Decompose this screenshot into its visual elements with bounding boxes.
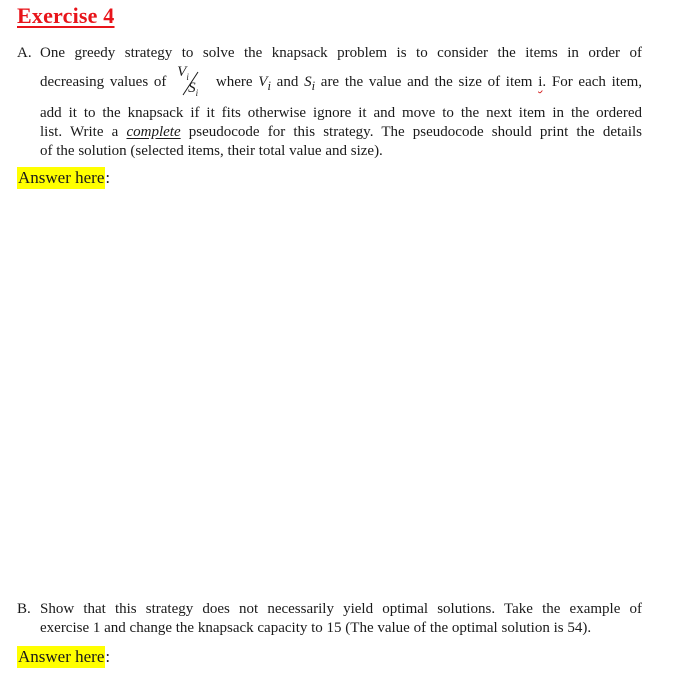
question-a-text-2a: decreasing values of (40, 74, 167, 90)
fraction-denominator: $S_i$ (188, 79, 199, 98)
question-b (17, 600, 642, 638)
question-a-text-3: add it to the knapsack if it fits otherwise ignore it and move to the next item in the ordered (40, 105, 642, 121)
exercise-heading: Exercise 4 (17, 3, 115, 28)
question-b-line-2 (17, 619, 642, 638)
answer-b-label: Answer here (18, 647, 105, 666)
question-a-text-2c: . For each item, (542, 74, 643, 90)
question-a-line-1 (17, 44, 642, 63)
answer-a-colon: : (105, 168, 111, 187)
var-v: $V_i$ (258, 74, 271, 93)
question-a-text-5: of the solution (selected items, their total value and size). (40, 143, 383, 159)
question-b-label: B. (17, 601, 31, 617)
answer-a[interactable] (17, 168, 110, 188)
answer-a-label: Answer here (18, 168, 105, 187)
question-b-text-1: Show that this strategy does not necessarily yield optimal solutions. Take the example of (40, 601, 642, 617)
question-a (17, 44, 642, 161)
question-a-text-1: One greedy strategy to solve the knapsack problem is to consider the items in order of (40, 45, 642, 61)
question-a-line-2 (17, 64, 642, 101)
answer-b[interactable] (17, 647, 110, 667)
item-index-spellcheck[interactable]: i (538, 74, 543, 90)
question-a-where: where (215, 74, 253, 90)
question-a-and: and (276, 74, 299, 90)
ratio-fraction (174, 63, 208, 98)
question-a-line-4 (17, 123, 642, 142)
fraction-numerator: $V_i$ (177, 63, 189, 82)
question-a-text-4b: pseudocode for this strategy. The pseudocode should print the details (188, 124, 643, 140)
question-a-label: A. (17, 45, 32, 61)
var-s: $S_i$ (304, 74, 316, 93)
question-a-text-2b: are the value and the size of item (320, 74, 533, 90)
question-a-line-3 (17, 104, 642, 123)
answer-b-colon: : (105, 647, 111, 666)
question-a-text-4a: list. Write a (40, 124, 119, 140)
question-a-line-5 (17, 142, 642, 161)
question-b-line-1 (17, 600, 642, 619)
emphasis-complete: complete (126, 124, 181, 140)
question-b-text-2: exercise 1 and change the knapsack capacity to 15 (The value of the optimal solution is 54). (40, 620, 592, 636)
